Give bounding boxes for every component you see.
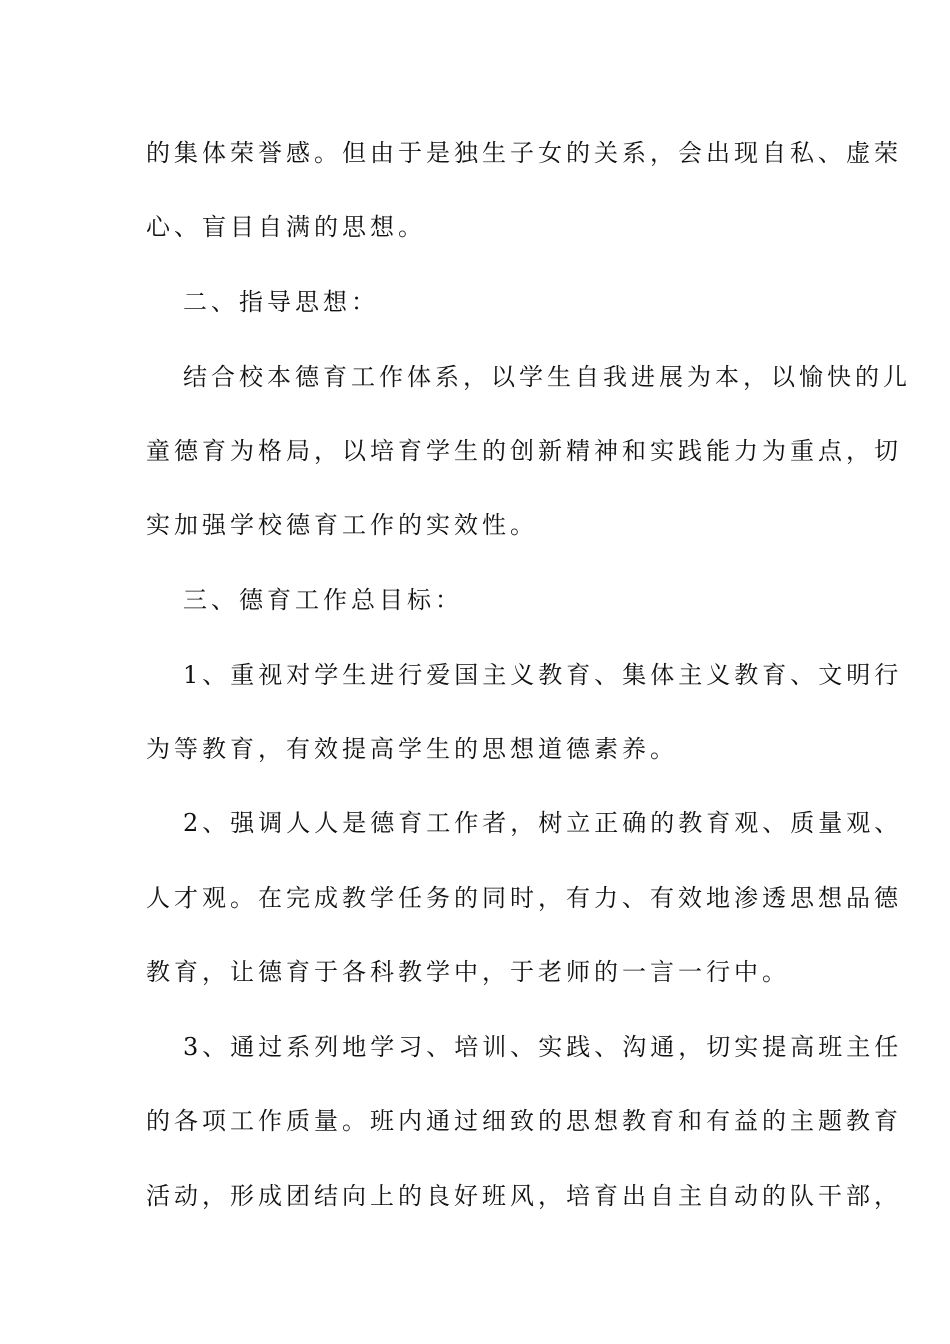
text-line-5: 童德育为格局，以培育学生的创新精神和实践能力为重点，切: [146, 437, 902, 465]
text-line-15: 活动，形成团结向上的良好班风，培育出自主自动的队干部，: [146, 1182, 902, 1210]
text-line-6: 实加强学校德育工作的实效性。: [146, 511, 538, 539]
text-line-12: 教育，让德育于各科教学中，于老师的一言一行中。: [146, 958, 790, 986]
text-line-8: 1、重视对学生进行爱国主义教育、集体主义教育、文明行: [183, 661, 903, 689]
text-line-1: 的集体荣誉感。但由于是独生子女的关系，会出现自私、虚荣: [146, 139, 902, 167]
text-line-4: 结合校本德育工作体系，以学生自我进展为本，以愉快的儿: [183, 363, 911, 391]
text-line-10: 2、强调人人是德育工作者，树立正确的教育观、质量观、: [183, 809, 903, 837]
text-line-9: 为等教育，有效提高学生的思想道德素养。: [146, 735, 678, 763]
text-line-13: 3、通过系列地学习、培训、实践、沟通，切实提高班主任: [183, 1033, 903, 1061]
text-line-14: 的各项工作质量。班内通过细致的思想教育和有益的主题教育: [146, 1107, 902, 1135]
text-line-11: 人才观。在完成教学任务的同时，有力、有效地渗透思想品德: [146, 884, 902, 912]
section-heading-goals: 三、德育工作总目标：: [183, 586, 463, 614]
text-line-2: 心、盲目自满的思想。: [146, 213, 426, 241]
section-heading-guiding-thought: 二、指导思想：: [183, 288, 379, 316]
